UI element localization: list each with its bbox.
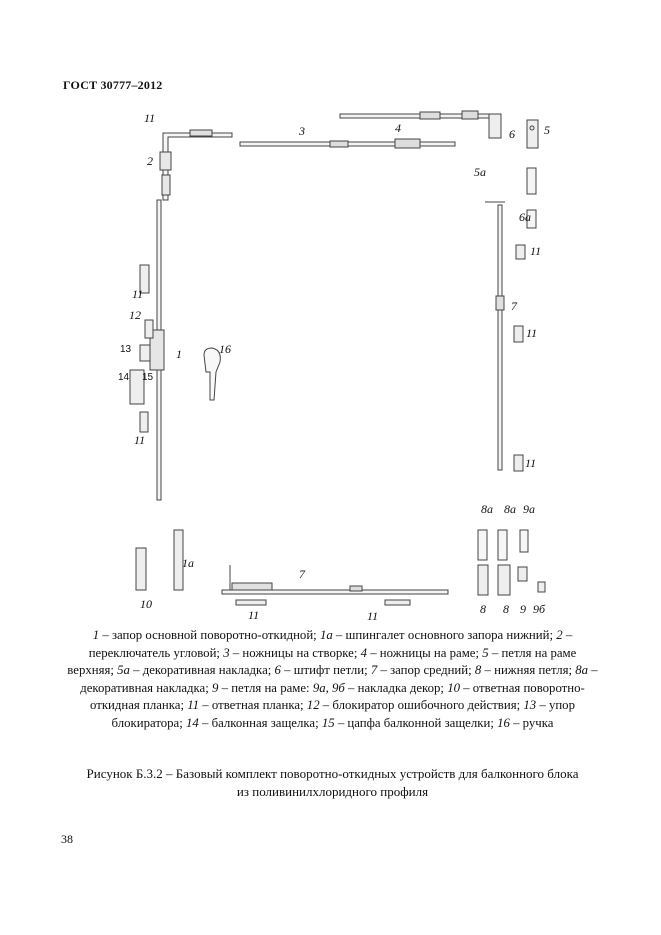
middle-lock-right-drawing — [498, 205, 502, 470]
legend-item: 12 – блокиратор ошибочного действия; — [306, 698, 524, 712]
figure-label: 11 — [134, 433, 146, 447]
legend-item: 16 – ручка — [497, 715, 554, 730]
handle-drawing — [204, 348, 220, 400]
figure-label: 8 — [503, 602, 509, 616]
figure-label: 9б — [533, 602, 546, 616]
legend-item: 15 – цапфа балконной защелки; — [321, 715, 498, 730]
legend-item: 6 – штифт петли; — [274, 663, 371, 677]
figure-label: 11 — [530, 244, 542, 258]
figure-label: 11 — [144, 111, 156, 125]
figure-legend — [65, 627, 600, 732]
figure-label: 8 — [480, 602, 486, 616]
figure-label: 4 — [395, 121, 401, 135]
legend-item: 9а, 9б – накладка декор; — [312, 680, 448, 695]
figure-label: 8а — [504, 502, 516, 516]
figure-label: 10 — [140, 597, 152, 611]
legend-item: 5 – петля на раме верхняя; — [67, 645, 577, 677]
figure-label: 5 — [544, 123, 550, 137]
lower-hinge-drawing — [478, 565, 488, 595]
figure-label: 14 — [118, 372, 130, 383]
legend-item: 14 – балконная защелка; — [186, 715, 322, 730]
figure-label: 1а — [182, 556, 194, 570]
figure-label: 6а — [519, 210, 531, 224]
lower-hinge-decor-drawing — [478, 530, 487, 560]
figure-label: 11 — [132, 287, 144, 301]
legend-item: 8а – декоративная накладка; — [80, 663, 598, 695]
figure-label: 11 — [525, 456, 537, 470]
figure-label: 1 — [176, 347, 182, 361]
figure-label: 3 — [299, 124, 305, 138]
figure-label: 2 — [147, 154, 153, 168]
legend-item: 11 – ответная планка; — [187, 698, 307, 712]
figure-title — [60, 765, 605, 801]
figure-label: 11 — [367, 609, 379, 623]
middle-lock-bottom-drawing — [222, 590, 448, 594]
figure-label: 11 — [526, 326, 538, 340]
hinge-pin-drawing — [489, 114, 501, 138]
figure-label: 12 — [129, 308, 141, 322]
page-number: 38 — [61, 832, 73, 846]
legend-item: 10 – ответная поворотно-откидная планка; — [90, 680, 585, 712]
figure-title-line2: из поливинилхлоридного профиля — [236, 784, 429, 799]
legend-item: 5а – декоративная накладка; — [117, 663, 275, 677]
figure-label: 7 — [511, 299, 517, 313]
legend-item: 13 – упор блокиратора; — [111, 698, 575, 730]
figure-label: 9 — [520, 602, 526, 616]
figure-label: 8а — [481, 502, 493, 516]
figure-label: 11 — [248, 608, 260, 622]
figure-title-line1: Рисунок Б.3.2 – Базовый комплект поворотно-откидных устройств для балконного блока — [86, 766, 579, 781]
figure-label: 13 — [120, 344, 132, 355]
legend-item: 4 – ножницы на раме; — [360, 645, 483, 660]
corner-switch-drawing — [163, 133, 232, 200]
figure-label: 9а — [523, 502, 535, 516]
legend-item: 1 – запор основной поворотно-откидной; — [92, 628, 320, 642]
figure-label: 16 — [219, 342, 231, 356]
legend-item: 7 – запор средний; — [370, 663, 475, 677]
figure-label: 7 — [299, 567, 305, 581]
legend-item: 3 – ножницы на створке; — [223, 645, 361, 660]
legend-item: 1а – шпингалет основного запора нижний; — [319, 628, 557, 642]
upper-hinge-drawing — [527, 120, 538, 148]
figure-label: 6 — [509, 127, 515, 141]
legend-item: 2 – переключатель угловой; — [88, 628, 573, 660]
figure-label: 5а — [474, 165, 486, 179]
legend-item: 9 – петля на раме: — [211, 680, 313, 695]
tilt-strike-drawing — [136, 548, 146, 590]
document-header: ГОСТ 30777–2012 — [63, 78, 163, 92]
legend-item: 8 – нижняя петля; — [474, 663, 576, 677]
figure-label: 15 — [142, 372, 154, 383]
